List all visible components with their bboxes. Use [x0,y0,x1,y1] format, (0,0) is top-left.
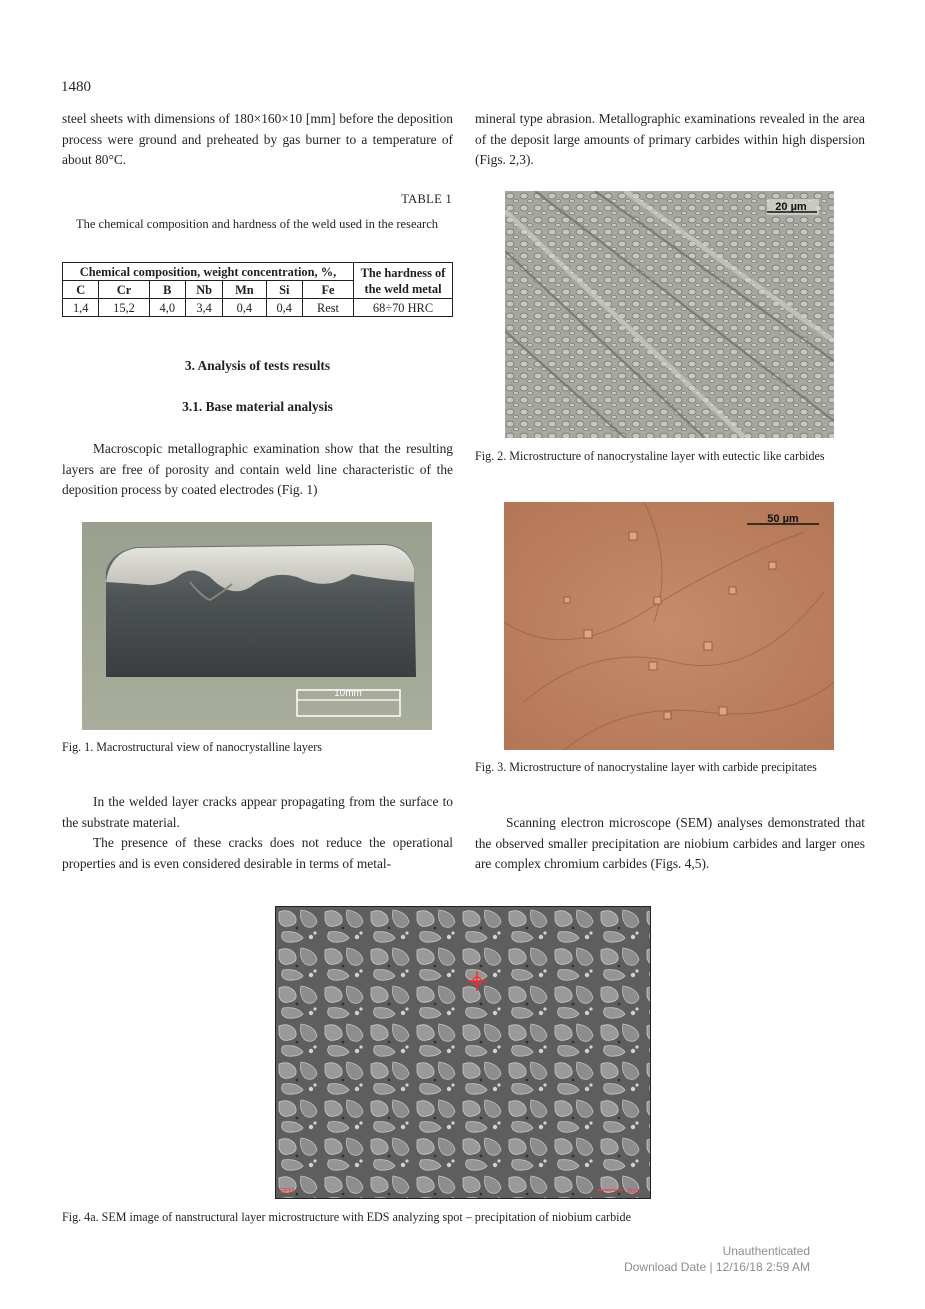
paragraph-text: In the welded layer cracks appear propagating from the surface to the substrate material. [62,794,453,830]
table-col-header: C [63,281,99,299]
intro-paragraph [62,109,453,171]
fig2-scale-label: 20 µm [775,201,807,213]
table-row [63,299,453,317]
table-caption: The chemical composition and hardness of the weld used in the research [75,217,439,231]
table-cell: 15,2 [99,299,149,317]
paragraph-text: Macroscopic metallographic examination show that the resulting layers are free of porosity and contain weld line characteristic of the deposition process by coated electrodes (Fig. 1) [62,441,453,498]
subsection-heading: 3.1. Base material analysis [182,399,333,414]
table-group-header: Chemical composition, weight concentration, %, [63,263,354,281]
fig1-caption: Fig. 1. Macrostructural view of nanocrystalline layers [62,740,322,754]
paragraph-text: Scanning electron microscope (SEM) analyses demonstrated that the observed smaller precipitation are niobium carbides and larger ones are complex chromium carbides (Figs. 4,5). [475,815,865,872]
section-heading: 3. Analysis of tests results [184,358,331,373]
table-cell: Rest [302,299,353,317]
table-cell: 4,0 [149,299,185,317]
fig1-scale-label: 10mm [334,688,362,699]
table-col-header: Nb [186,281,223,299]
table-col-header: Cr [99,281,149,299]
fig3-scale-label: 50 µm [767,513,799,525]
fig4a-caption: Fig. 4a. SEM image of nanstructural layer microstructure with EDS analyzing spot – precipitation of niobium carbide [62,1210,631,1224]
table-col-header: Fe [302,281,353,299]
fig4-tag-right: 2um [627,1188,641,1195]
footer-unauthenticated: Unauthenticated [722,1244,810,1258]
fig4-tag-left: SEM [279,1188,295,1195]
fig4a-sem-image [275,906,651,1199]
composition-table [62,262,453,317]
fig3-caption: Fig. 3. Microstructure of nanocrystaline layer with carbide precipitates [475,760,817,774]
table-col-header: Si [266,281,302,299]
fig1-macro-image [82,522,432,730]
table-cell: 0,4 [266,299,302,317]
paragraph-sem [475,813,865,875]
paragraph-text: mineral type abrasion. Metallographic examinations revealed in the area of the deposit large amounts of primary carbides within high dispersion (Figs. 2,3). [475,111,865,168]
table-cell: 0,4 [223,299,266,317]
table-hardness-header: The hardness of the weld metal [354,263,453,299]
paragraph-text: The presence of these cracks does not reduce the operational properties and is even considered desirable in terms of metal- [62,835,453,871]
fig2-caption: Fig. 2. Microstructure of nanocrystaline layer with eutectic like carbides [475,449,825,463]
page-number: 1480 [61,79,91,95]
table-col-header: Mn [223,281,266,299]
intro-text: steel sheets with dimensions of 180×160×10 [mm] before the deposition process were ground and preheated by gas burner to a temperature of about 80°C. [62,111,453,168]
footer-download-date: Download Date | 12/16/18 2:59 AM [624,1260,810,1274]
table-col-header: B [149,281,185,299]
paragraph-abrasion [475,109,865,171]
paragraph-cracks [62,792,453,874]
table-cell: 3,4 [186,299,223,317]
paragraph-macro [62,439,453,501]
table-label: TABLE 1 [401,192,452,206]
fig2-micrograph [505,191,834,438]
table-cell-hardness: 68÷70 HRC [354,299,453,317]
fig3-micrograph [504,502,834,750]
table-cell: 1,4 [63,299,99,317]
